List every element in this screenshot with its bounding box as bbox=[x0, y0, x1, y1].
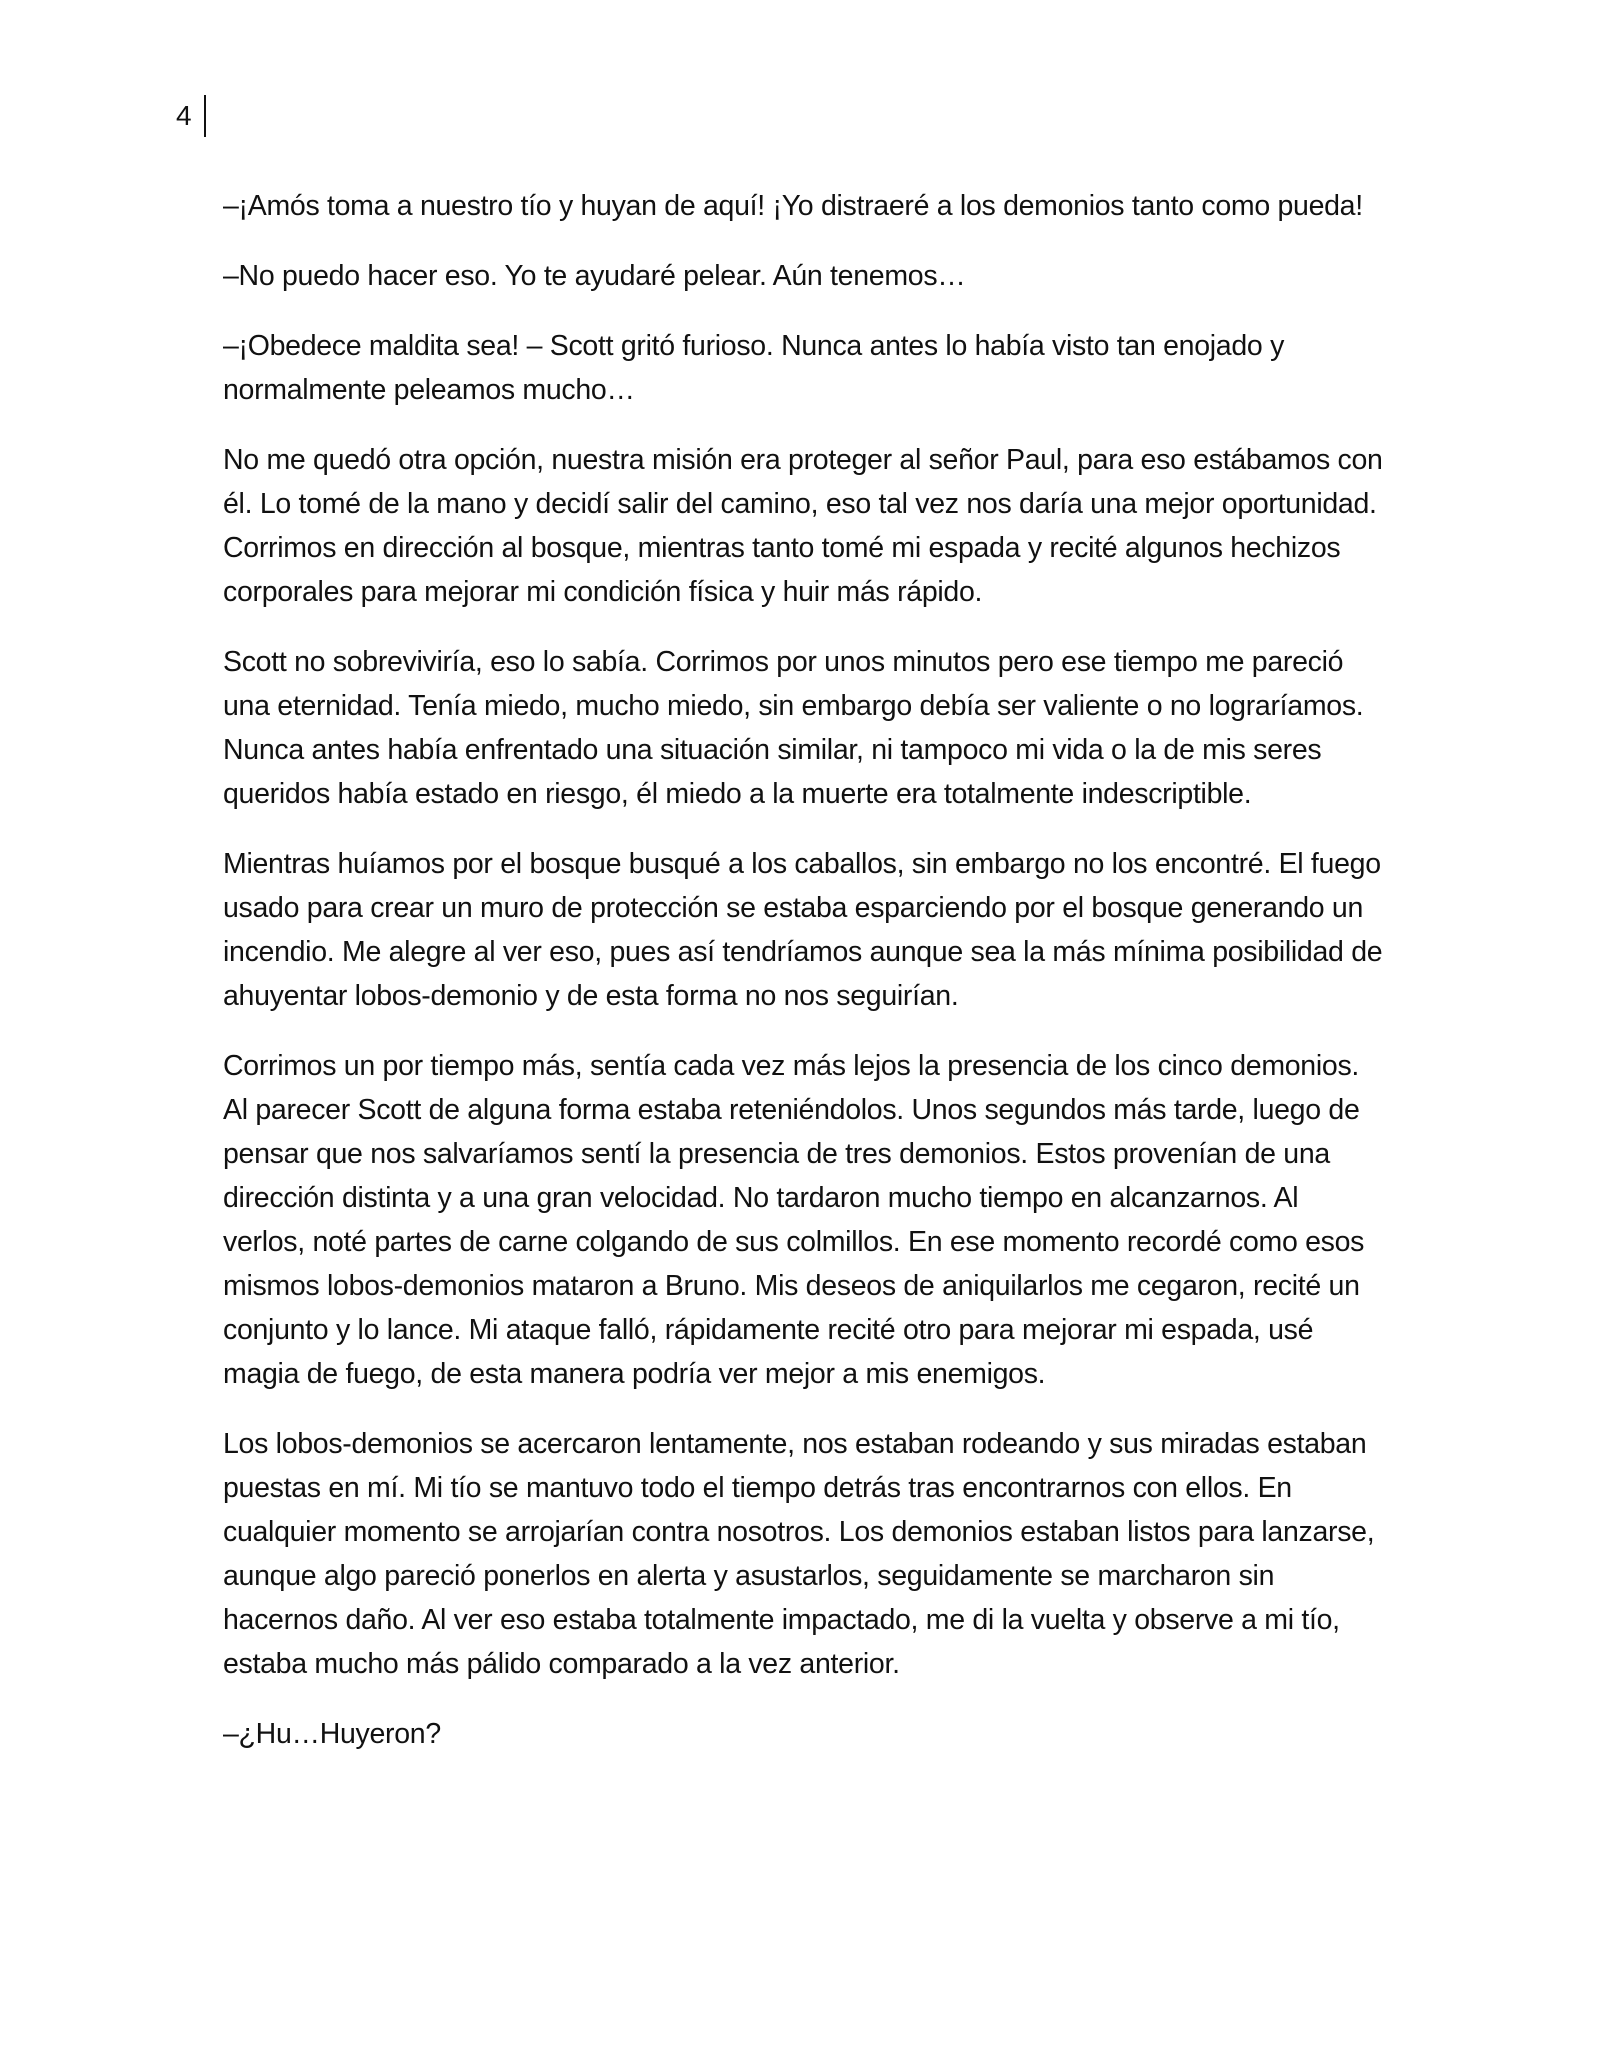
dialogue-paragraph: –¿Hu…Huyeron? bbox=[223, 1718, 441, 1750]
dialogue-paragraph: –¡Amós toma a nuestro tío y huyan de aquí! ¡Yo distraeré a los demonios tanto como pueda! bbox=[223, 190, 1363, 222]
narrative-paragraph: Mientras huíamos por el bosque busqué a los caballos, sin embargo no los encontré. El fuego usado para crear un muro de protección se estaba esparciendo por el bosque generando un incendio. Me alegre al ver eso, pues así tendríamos aunque sea la más mínima posibilidad de ahuyentar lobos-demonio y de esta forma no nos seguirían. bbox=[223, 848, 1383, 1012]
narrative-paragraph: Los lobos-demonios se acercaron lentamente, nos estaban rodeando y sus miradas estaban puestas en mí. Mi tío se mantuvo todo el tiempo detrás tras encontrarnos con ellos. En cualquier momento se arrojarían contra nosotros. Los demonios estaban listos para lanzarse, aunque algo pareció ponerlos en alerta y asustarlos, seguidamente se marcharon sin hacernos daño. Al ver eso estaba totalmente impactado, me di la vuelta y observe a mi tío, estaba mucho más pálido comparado a la vez anterior. bbox=[223, 1428, 1375, 1680]
narrative-paragraph: Corrimos un por tiempo más, sentía cada vez más lejos la presencia de los cinco demonios. Al parecer Scott de alguna forma estaba reteniéndolos. Unos segundos más tarde, luego de pensar que nos salvaríamos sentí la presencia de tres demonios. Estos provenían de una dirección distinta y a una gran velocidad. No tardaron mucho tiempo en alcanzarnos. Al verlos, noté partes de carne colgando de sus colmillos. En ese momento recordé como esos mismos lobos-demonios mataron a Bruno. Mis deseos de aniquilarlos me cegaron, recité un conjunto y lo lance. Mi ataque falló, rápidamente recité otro para mejorar mi espada, usé magia de fuego, de esta manera podría ver mejor a mis enemigos. bbox=[223, 1050, 1365, 1390]
document-body bbox=[223, 184, 1383, 1782]
header-divider bbox=[204, 95, 206, 137]
dialogue-paragraph: –¡Obedece maldita sea! – Scott gritó furioso. Nunca antes lo había visto tan enojado y normalmente peleamos mucho… bbox=[223, 330, 1285, 406]
narrative-paragraph: No me quedó otra opción, nuestra misión era proteger al señor Paul, para eso estábamos con él. Lo tomé de la mano y decidí salir del camino, eso tal vez nos daría una mejor oportunidad. Corrimos en dirección al bosque, mientras tanto tomé mi espada y recité algunos hechizos corporales para mejorar mi condición física y huir más rápido. bbox=[223, 444, 1383, 608]
page-header bbox=[176, 94, 206, 138]
dialogue-paragraph: –No puedo hacer eso. Yo te ayudaré pelear. Aún tenemos… bbox=[223, 260, 966, 292]
page-number: 4 bbox=[176, 100, 192, 131]
narrative-paragraph: Scott no sobreviviría, eso lo sabía. Corrimos por unos minutos pero ese tiempo me pareció una eternidad. Tenía miedo, mucho miedo, sin embargo debía ser valiente o no lograríamos. Nunca antes había enfrentado una situación similar, ni tampoco mi vida o la de mis seres queridos había estado en riesgo, él miedo a la muerte era totalmente indescriptible. bbox=[223, 646, 1364, 810]
